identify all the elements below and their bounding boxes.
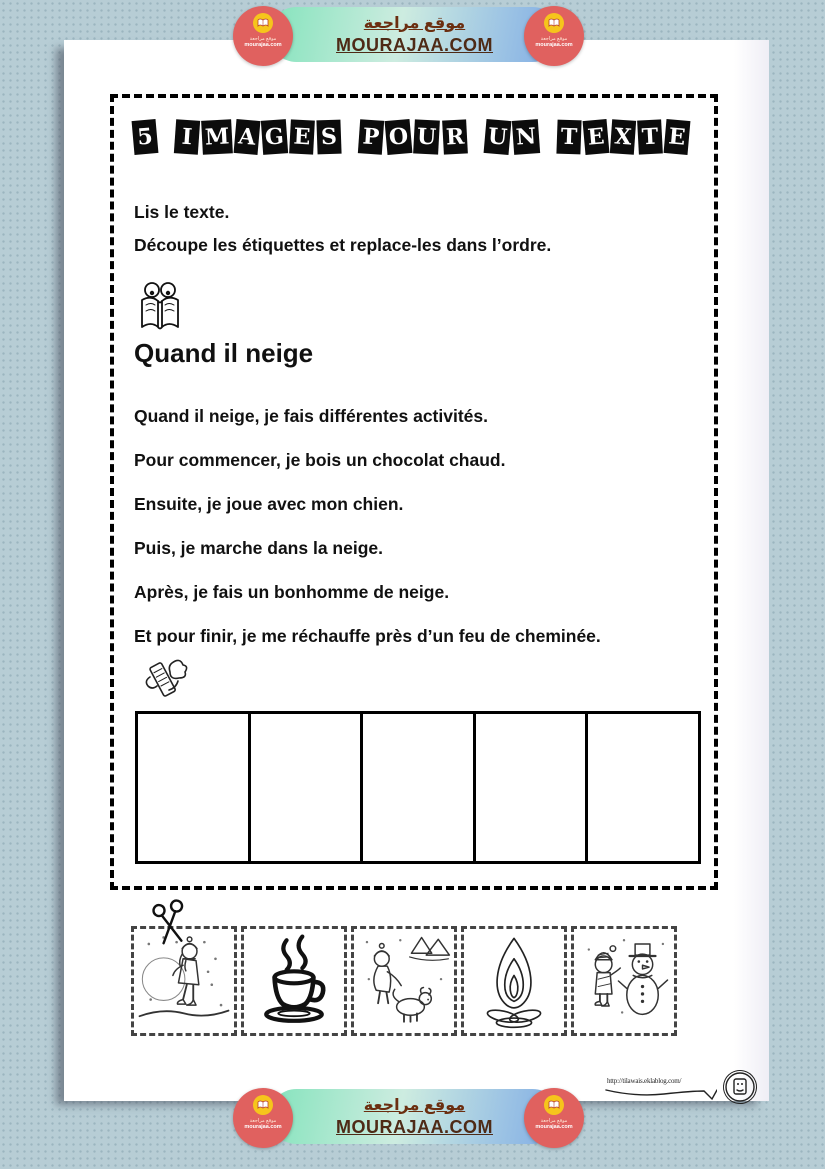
story-sentence-3: Ensuite, je joue avec mon chien. xyxy=(134,494,404,514)
header-banner xyxy=(269,7,560,62)
title-letter-tile: G xyxy=(261,119,288,155)
scissors-icon xyxy=(145,897,197,951)
worksheet-title xyxy=(133,120,689,154)
title-word xyxy=(485,120,539,154)
story-sentence-5: Après, je fais un bonhomme de neige. xyxy=(134,582,450,602)
logo-text-domain: mourajaa.com xyxy=(535,1124,573,1130)
cutting-hands-icon xyxy=(142,655,194,703)
answer-box-3 xyxy=(363,714,476,861)
story-paragraphs xyxy=(134,406,712,670)
story-sentence-4: Puis, je marche dans la neige. xyxy=(134,538,383,558)
book-logo-icon xyxy=(544,13,564,33)
reading-book-icon xyxy=(136,281,184,333)
cutout-tile-3 xyxy=(351,926,457,1036)
mini-book-icon xyxy=(257,1100,269,1110)
title-letter-tile: M xyxy=(201,119,233,155)
title-letter-tile: P xyxy=(358,119,384,155)
instruction-line-1: Lis le texte. xyxy=(134,202,230,222)
mourajaa-logo-badge xyxy=(233,1088,293,1148)
child-building-snowman-illustration xyxy=(576,931,672,1031)
site-name-arabic-link[interactable]: موقع مراجعة xyxy=(363,14,466,32)
title-letter-tile: N xyxy=(512,119,540,155)
cutout-tile-2 xyxy=(241,926,347,1036)
answer-box-2 xyxy=(251,714,364,861)
credit-stamp-doodle xyxy=(714,1066,762,1110)
title-letter-tile: E xyxy=(664,119,691,155)
mini-book-icon xyxy=(548,1100,560,1110)
cutout-strip xyxy=(131,926,677,1036)
title-letter-tile: A xyxy=(234,119,261,155)
cutout-tile-5 xyxy=(571,926,677,1036)
title-letter-tile: I xyxy=(174,119,200,155)
logo-text-arabic: موقع مراجعة xyxy=(249,36,277,42)
credit-url[interactable]: http://tilawais.eklablog.com/ xyxy=(607,1077,682,1085)
footer-banner xyxy=(269,1089,560,1144)
hot-chocolate-cup-illustration xyxy=(246,931,342,1031)
mini-book-icon xyxy=(548,18,560,28)
title-letter-tile: U xyxy=(483,119,511,155)
book-logo-icon xyxy=(253,13,273,33)
cutout-tile-4 xyxy=(461,926,567,1036)
title-letter-tile: R xyxy=(442,119,468,154)
campfire-illustration xyxy=(466,931,562,1031)
title-letter-tile: T xyxy=(637,119,663,154)
logo-text-domain: mourajaa.com xyxy=(244,42,282,48)
answer-box-4 xyxy=(476,714,589,861)
credit-arrow-squiggle xyxy=(605,1085,717,1101)
mini-book-icon xyxy=(257,18,269,28)
site-url-link[interactable]: MOURAJAA.COM xyxy=(336,34,493,55)
child-playing-with-dog-illustration xyxy=(356,931,452,1031)
answer-box-5 xyxy=(588,714,698,861)
title-letter-tile: T xyxy=(557,120,582,155)
story-sentence-2: Pour commencer, je bois un chocolat chaud. xyxy=(134,450,506,470)
answer-box-1 xyxy=(138,714,251,861)
story-sentence-1: Quand il neige, je fais différentes activités. xyxy=(134,406,488,426)
title-letter-tile: X xyxy=(610,119,636,155)
book-logo-icon xyxy=(544,1095,564,1115)
instructions xyxy=(134,196,700,262)
title-word xyxy=(175,120,341,154)
title-word xyxy=(133,120,157,154)
title-letter-tile: 5 xyxy=(132,119,159,155)
story-title: Quand il neige xyxy=(134,338,314,368)
title-letter-tile: S xyxy=(317,120,342,155)
logo-text-domain: mourajaa.com xyxy=(535,42,573,48)
story-sentence-6: Et pour finir, je me réchauffe près d’un feu de cheminée. xyxy=(134,626,601,646)
logo-text-arabic: موقع مراجعة xyxy=(540,36,568,42)
title-letter-tile: O xyxy=(385,119,413,155)
title-word xyxy=(359,120,467,154)
instruction-line-2: Découpe les étiquettes et replace-les dans l’ordre. xyxy=(134,235,552,255)
mourajaa-logo-badge xyxy=(524,6,584,66)
logo-text-arabic: موقع مراجعة xyxy=(249,1118,277,1124)
title-letter-tile: E xyxy=(289,119,315,154)
book-logo-icon xyxy=(253,1095,273,1115)
answer-boxes-row xyxy=(135,711,701,864)
mourajaa-logo-badge xyxy=(233,6,293,66)
mourajaa-logo-badge xyxy=(524,1088,584,1148)
logo-text-arabic: موقع مراجعة xyxy=(540,1118,568,1124)
logo-text-domain: mourajaa.com xyxy=(244,1124,282,1130)
site-url-link[interactable]: MOURAJAA.COM xyxy=(336,1116,493,1137)
site-name-arabic-link[interactable]: موقع مراجعة xyxy=(363,1096,466,1114)
title-word xyxy=(557,120,689,154)
title-letter-tile: U xyxy=(413,119,440,154)
title-letter-tile: E xyxy=(583,119,610,155)
